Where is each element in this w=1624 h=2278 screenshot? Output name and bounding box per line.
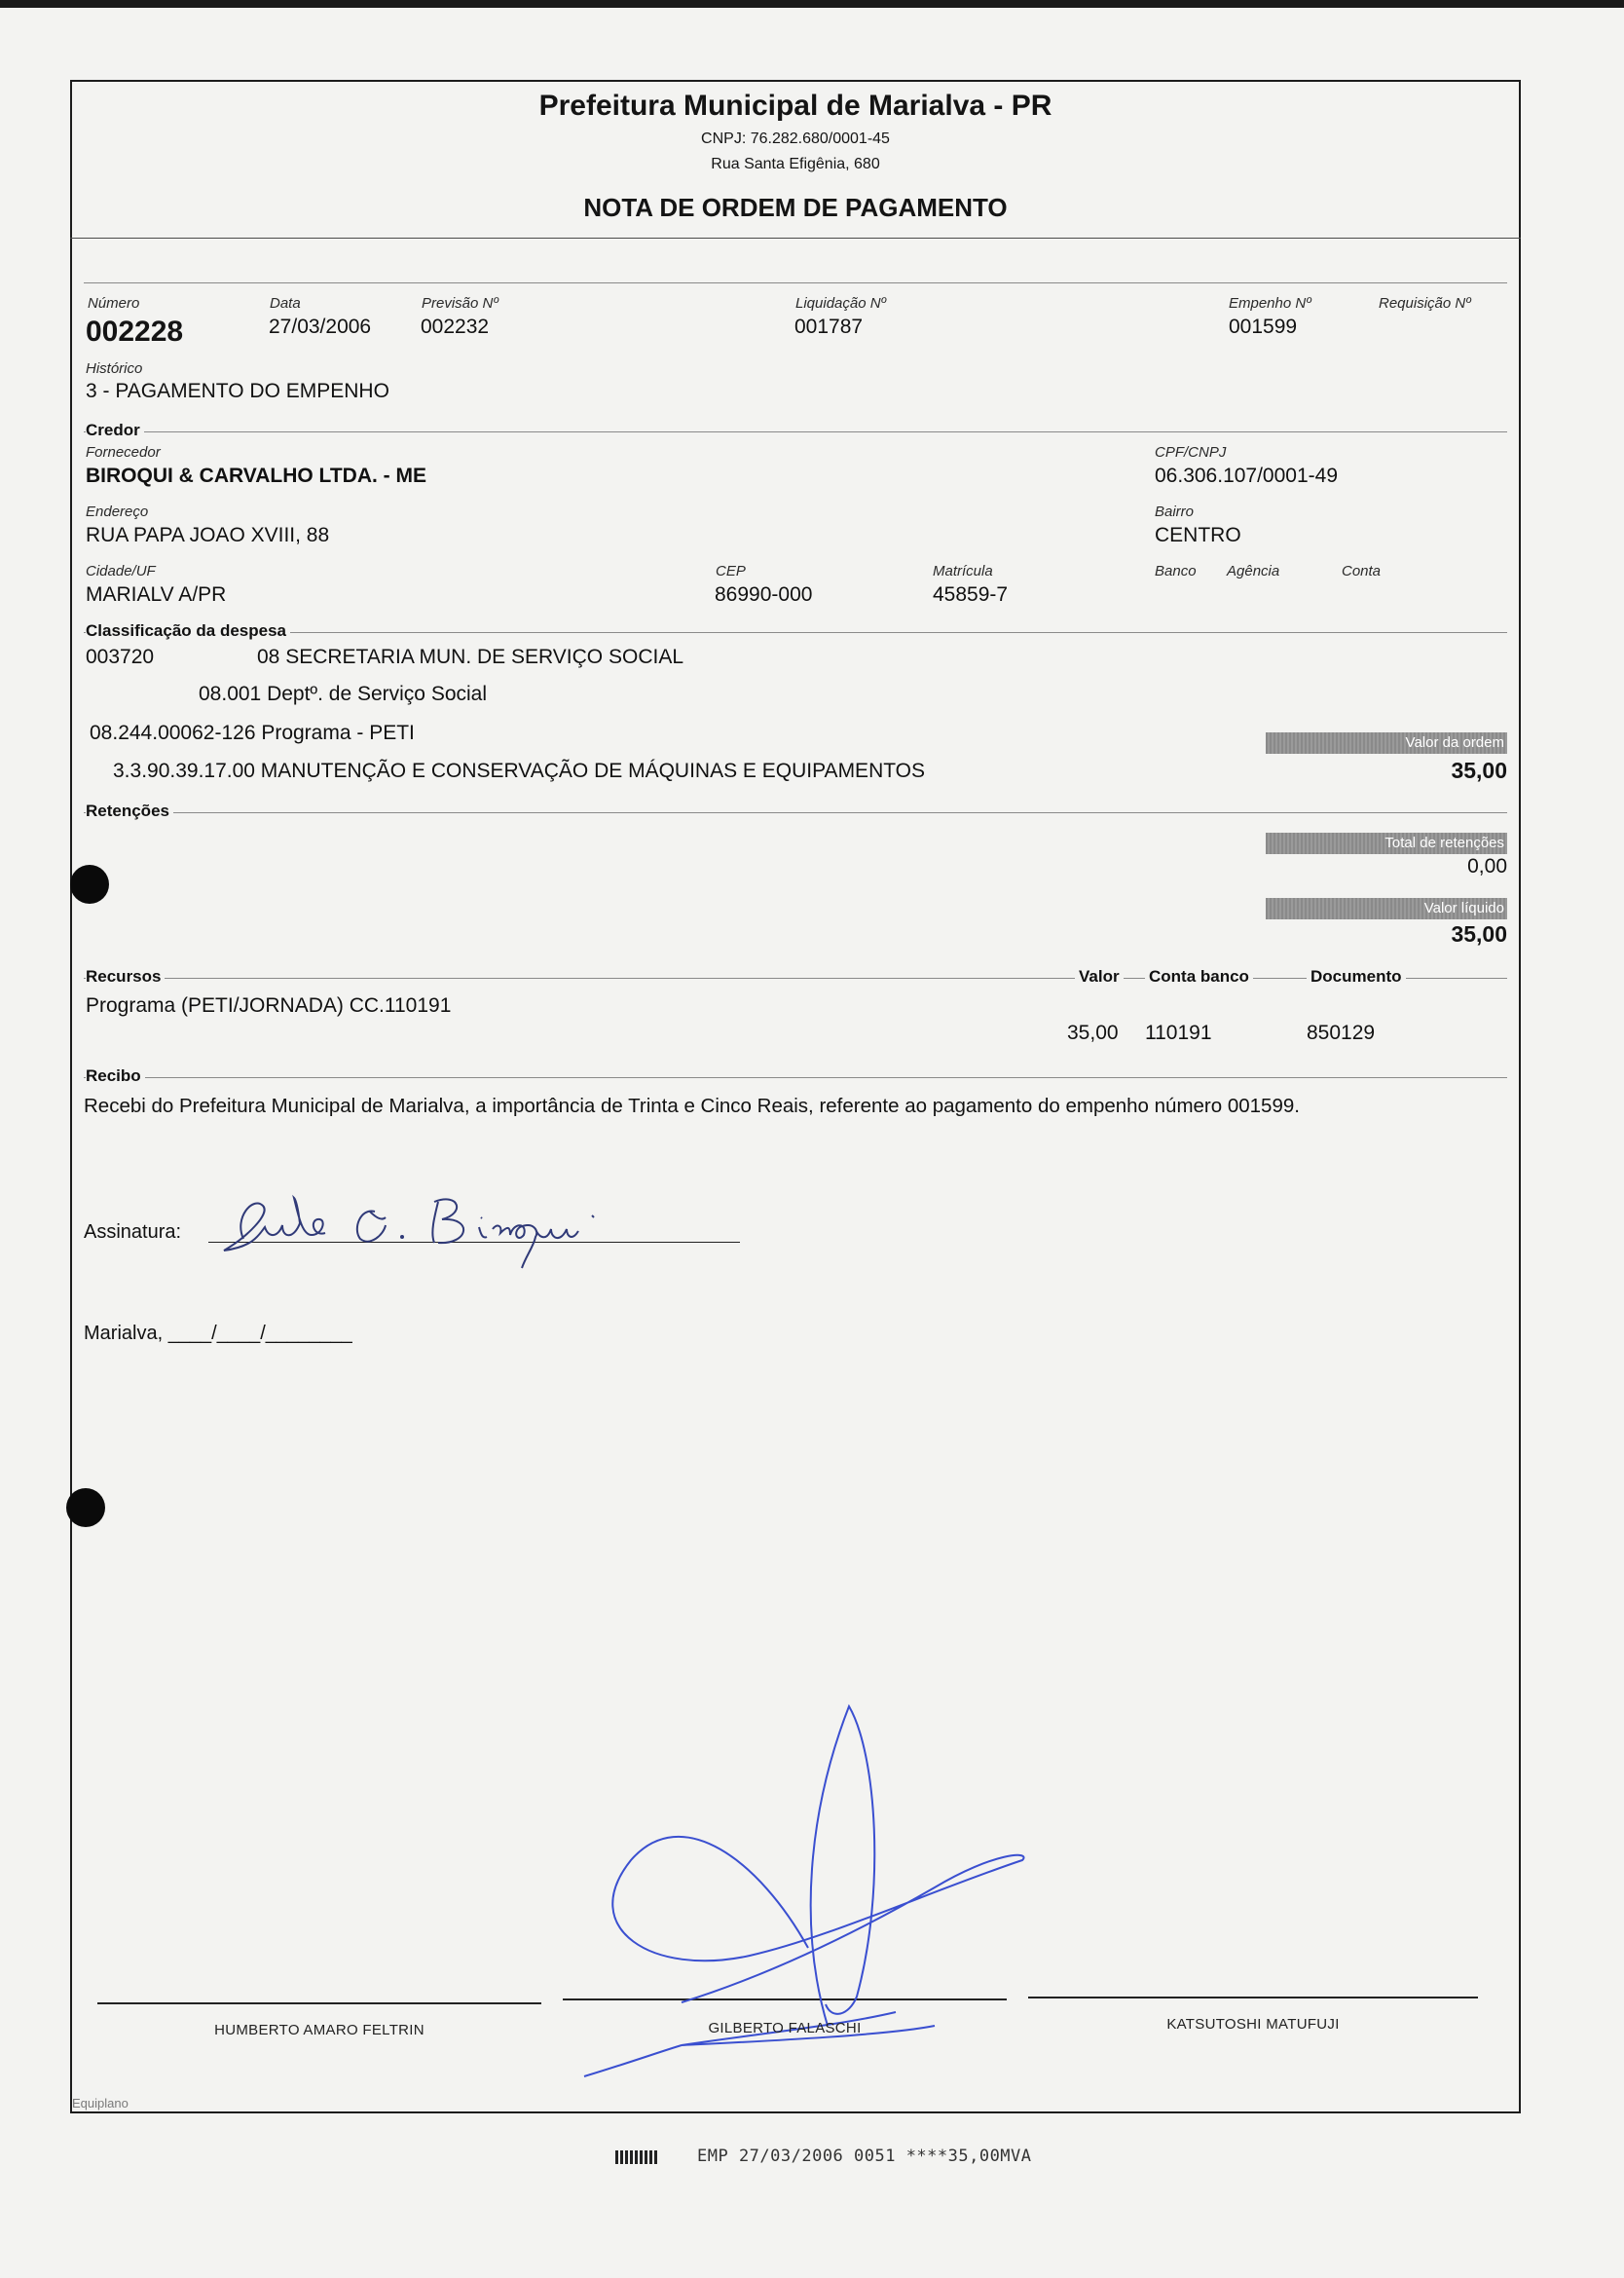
signature-line-1 <box>97 2002 541 2004</box>
retencoes-line <box>84 812 1507 813</box>
recibo-line <box>84 1077 1507 1078</box>
page-title: Prefeitura Municipal de Marialva - PR <box>538 90 1052 122</box>
signature-line-3 <box>1028 1997 1478 1998</box>
fornecedor-label: Fornecedor <box>86 444 161 461</box>
meta-top-line <box>84 282 1507 283</box>
banco-label: Banco <box>1155 563 1197 579</box>
empenho-value: 001599 <box>1229 316 1298 338</box>
cnpj-text: CNPJ: 76.282.680/0001-45 <box>701 131 890 147</box>
conta-label: Conta <box>1342 563 1382 579</box>
classificacao-section: Classificação da despesa <box>86 621 290 641</box>
local-data-line: Marialva, ____/____/________ <box>84 1323 352 1344</box>
matricula-value: 45859-7 <box>933 583 1009 606</box>
liquidacao-label: Liquidação Nº <box>795 295 887 312</box>
recursos-conta-label: Conta banco <box>1145 967 1253 987</box>
cep-value: 86990-000 <box>715 583 813 606</box>
previsao-label: Previsão Nº <box>422 295 498 312</box>
classificacao-line <box>84 632 1507 633</box>
secretaria-text: 08 SECRETARIA MUN. DE SERVIÇO SOCIAL <box>257 646 684 668</box>
total-retencoes-value: 0,00 <box>1467 855 1507 878</box>
requisicao-label: Requisição Nº <box>1379 295 1471 312</box>
valor-ordem-label: Valor da ordem <box>1266 732 1507 754</box>
document-title: NOTA DE ORDEM DE PAGAMENTO <box>583 193 1008 222</box>
bank-stamp: EMP 27/03/2006 0051 ****35,00MVA <box>697 2147 1032 2166</box>
bank-stamp-logo <box>615 2150 658 2164</box>
endereco-value: RUA PAPA JOAO XVIII, 88 <box>86 524 330 546</box>
data-value: 27/03/2006 <box>269 316 372 338</box>
valor-liquido-label: Valor líquido <box>1266 898 1507 919</box>
software-footer: Equiplano <box>72 2096 129 2110</box>
credor-section: Credor <box>86 421 144 440</box>
signatory-3: KATSUTOSHI MATUFUJI <box>1166 2016 1340 2033</box>
recibo-text: Recebi do Prefeitura Municipal de Marialva, a importância de Trinta e Cinco Reais, referente ao pagamento do empenho número 001599. <box>84 1095 1300 1117</box>
liquidacao-value: 001787 <box>794 316 864 338</box>
signatory-2: GILBERTO FALASCHI <box>708 2020 862 2036</box>
programa-text: 08.244.00062-126 Programa - PETI <box>90 722 415 744</box>
recursos-section: Recursos <box>86 967 165 987</box>
matricula-label: Matrícula <box>933 563 993 579</box>
punch-hole-bottom <box>66 1488 105 1527</box>
recursos-line <box>84 978 1507 979</box>
valor-liquido-value: 35,00 <box>1451 921 1507 947</box>
empenho-label: Empenho Nº <box>1229 295 1311 312</box>
previsao-value: 002232 <box>421 316 490 338</box>
recursos-descricao: Programa (PETI/JORNADA) CC.110191 <box>86 994 452 1017</box>
recursos-documento-label: Documento <box>1307 967 1406 987</box>
cidade-label: Cidade/UF <box>86 563 156 579</box>
cidade-value: MARIALV A/PR <box>86 583 227 606</box>
total-retencoes-label: Total de retenções <box>1266 833 1507 854</box>
retencoes-section: Retenções <box>86 802 173 821</box>
signatory-1: HUMBERTO AMARO FELTRIN <box>214 2022 424 2038</box>
agencia-label: Agência <box>1227 563 1280 579</box>
scan-edge <box>0 0 1624 8</box>
cpf-value: 06.306.107/0001-49 <box>1155 465 1339 487</box>
bairro-label: Bairro <box>1155 504 1195 520</box>
header-divider <box>70 238 1521 239</box>
historico-value: 3 - PAGAMENTO DO EMPENHO <box>86 380 389 402</box>
recursos-valor: 35,00 <box>1067 1022 1119 1044</box>
valor-ordem-value: 35,00 <box>1451 758 1507 783</box>
bairro-value: CENTRO <box>1155 524 1241 546</box>
recursos-documento: 850129 <box>1307 1022 1376 1044</box>
historico-label: Histórico <box>86 360 143 377</box>
credor-line <box>84 431 1507 432</box>
numero-value: 002228 <box>86 316 184 348</box>
recursos-valor-label: Valor <box>1075 967 1124 987</box>
recursos-conta: 110191 <box>1145 1022 1212 1044</box>
credor-signature <box>204 1178 682 1276</box>
classificacao-codigo: 003720 <box>86 646 155 668</box>
punch-hole-top <box>70 865 109 904</box>
endereco-label: Endereço <box>86 504 149 520</box>
elemento-text: 3.3.90.39.17.00 MANUTENÇÃO E CONSERVAÇÃO DE MÁQUINAS E EQUIPAMENTOS <box>113 760 926 782</box>
cep-label: CEP <box>716 563 746 579</box>
assinatura-label: Assinatura: <box>84 1221 182 1243</box>
numero-label: Número <box>88 295 140 312</box>
address-text: Rua Santa Efigênia, 680 <box>711 156 880 172</box>
data-label: Data <box>270 295 301 312</box>
recibo-section: Recibo <box>86 1066 145 1086</box>
departamento-text: 08.001 Deptº. de Serviço Social <box>199 683 488 705</box>
cpf-label: CPF/CNPJ <box>1155 444 1227 461</box>
fornecedor-value: BIROQUI & CARVALHO LTDA. - ME <box>86 465 426 487</box>
